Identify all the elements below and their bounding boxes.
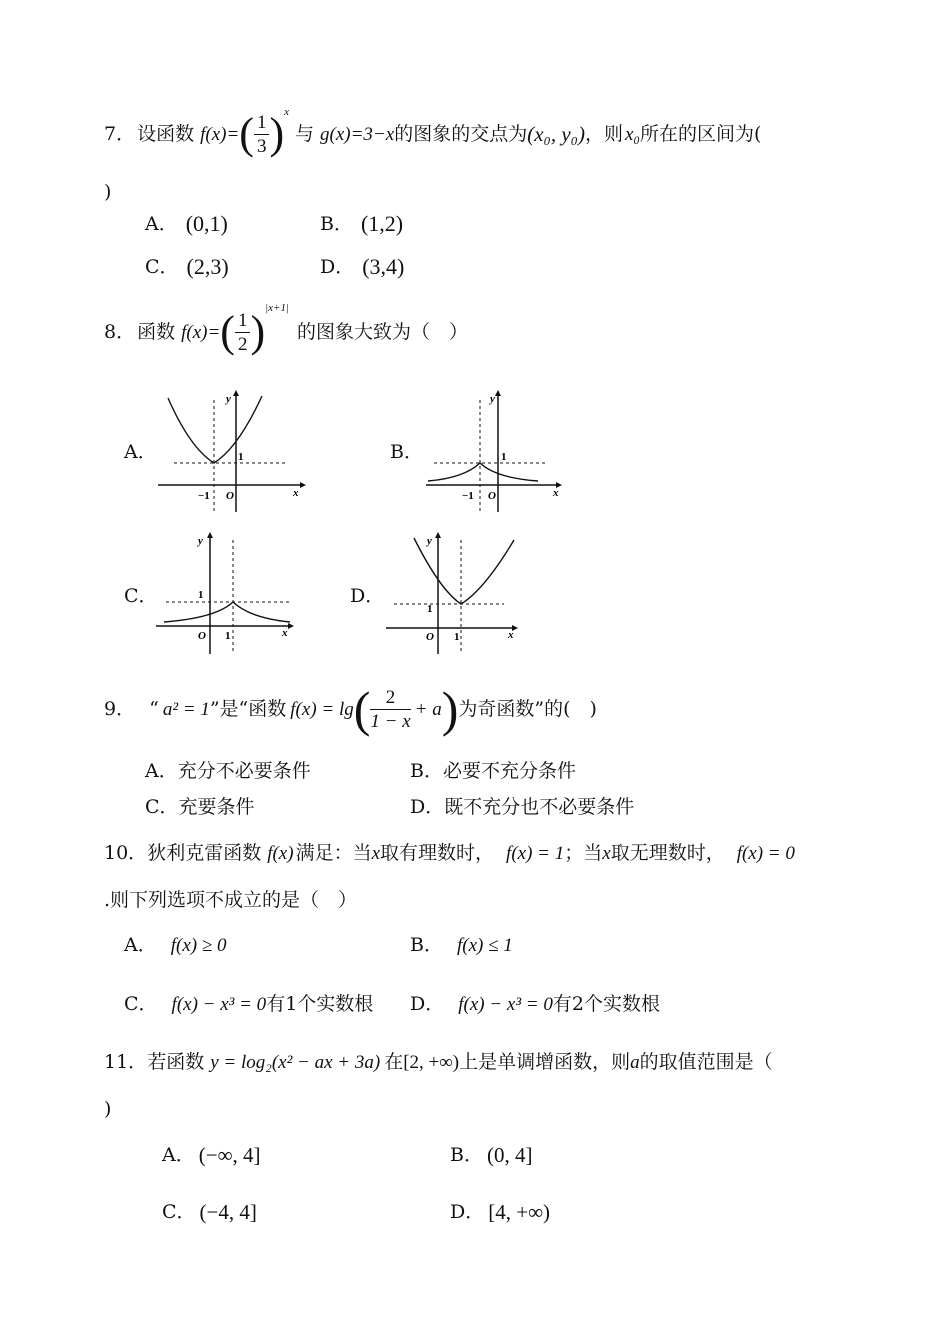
q9-stem: [104, 681, 597, 737]
q7-option-a-value: (0,1): [185, 211, 228, 236]
q9-plus-a: + a: [414, 698, 442, 720]
q8-lparen: (: [220, 307, 235, 356]
q7-x0: x₀: [624, 123, 640, 145]
q9-option-c-label: C．: [145, 796, 179, 818]
q8-a-x-label: x: [293, 487, 299, 499]
q9-option-b-label: B．: [410, 760, 443, 782]
q11-mid: 在: [384, 1051, 404, 1073]
q7-exponent: x: [284, 105, 289, 118]
q11-option-a-label: A．: [162, 1144, 195, 1166]
q7-tail: 所在的区间为(: [640, 122, 762, 145]
q8-d-pos-tick: 1: [454, 631, 460, 643]
q10-option-b[interactable]: [410, 936, 513, 955]
q8-b-x-label: x: [553, 487, 559, 499]
q11-expr: y = log₂(x² − ax + 3a): [210, 1052, 381, 1073]
q8-number: 8．: [104, 320, 136, 343]
q8-frac-den: 2: [237, 333, 248, 355]
q8-d-origin: O: [426, 631, 434, 643]
q10-text-d: ；当: [564, 842, 603, 864]
q7-option-d[interactable]: [320, 256, 404, 278]
q11-option-c-value: (−4, 4]: [199, 1200, 257, 1224]
q8-option-a-label[interactable]: A．: [124, 441, 157, 463]
q9-option-a-label: A．: [145, 760, 178, 782]
q11-a: a: [630, 1052, 640, 1073]
q10-option-b-math: f(x) ≤ 1: [456, 935, 513, 956]
q9-option-c-text: 充要条件: [178, 796, 255, 818]
q9-rparen: ): [441, 681, 459, 737]
q9-option-c[interactable]: [145, 798, 255, 817]
q7-rparen: ): [269, 109, 285, 158]
q8-c-x-label: x: [282, 627, 288, 639]
q10-eq1: f(x) = 1: [506, 843, 565, 864]
q8-b-neg-tick: −1: [462, 490, 474, 502]
q7-option-a-label: A．: [145, 212, 178, 235]
q8-c-one-label: 1: [198, 589, 204, 601]
q9-quote-open: “: [149, 697, 159, 720]
q10-x-1: x: [371, 843, 381, 864]
q7-option-c-value: (2,3): [186, 254, 229, 279]
q10-text-e: 取无理数时，: [610, 842, 725, 864]
q8-graph-b[interactable]: [418, 388, 568, 516]
q7-close-paren: ): [104, 181, 112, 203]
q11-option-c-label: C．: [162, 1201, 196, 1223]
q11-option-a[interactable]: [162, 1145, 261, 1166]
q10-number: 10．: [104, 842, 148, 864]
q8-option-c-label[interactable]: C．: [124, 585, 158, 607]
q9-option-d-label: D．: [410, 796, 445, 818]
q11-pre: 若函数: [147, 1051, 205, 1073]
q7-frac-num: 1: [254, 113, 270, 135]
q10-option-c-math: f(x) − x³ = 0: [171, 994, 267, 1015]
q9-frac-num: 2: [370, 688, 410, 710]
q7-pre: 设函数: [137, 122, 195, 145]
q7-option-b-value: (1,2): [360, 211, 404, 236]
q7-point: (x₀, y₀): [527, 121, 585, 146]
q11-option-a-value: (−∞, 4]: [198, 1143, 261, 1167]
q8-a-origin: O: [226, 490, 234, 502]
q8-d-one-label: 1: [427, 603, 433, 615]
q8-frac-num: 1: [235, 311, 251, 333]
q8-b-y-label: y: [490, 393, 495, 405]
q9-fraction: [370, 688, 410, 731]
q7-option-d-value: (3,4): [362, 254, 405, 279]
q7-option-c[interactable]: [145, 256, 229, 278]
q8-a-one-label: 1: [238, 451, 244, 463]
q8-d-x-label: x: [508, 629, 514, 641]
q8-c-y-label: y: [198, 535, 203, 547]
q8-b-one-label: 1: [501, 451, 507, 463]
q8-rparen: ): [250, 307, 266, 356]
q9-frac-den: 1 − x: [370, 710, 411, 732]
q10-stem-line2: .则下列选项不成立的是（ ）: [104, 889, 358, 911]
q10-option-c-text: 有1个实数根: [266, 993, 374, 1015]
q8-a-neg-tick: −1: [198, 490, 210, 502]
q10-option-a-math: f(x) ≥ 0: [170, 935, 227, 956]
q11-stem: [104, 1053, 773, 1072]
q8-fraction: [235, 311, 251, 354]
q7-frac-den: 3: [256, 135, 267, 157]
q7-option-b[interactable]: [320, 213, 403, 235]
q11-tail2: 的取值范围是（: [639, 1051, 773, 1073]
q10-option-d[interactable]: [410, 995, 660, 1014]
q10-option-d-label: D．: [410, 993, 445, 1015]
q8-stem: [104, 301, 468, 356]
q8-exponent: |x+1|: [265, 301, 289, 314]
q9-option-b-text: 必要不充分条件: [442, 760, 576, 782]
q8-a-y-label: y: [226, 393, 231, 405]
q9-option-b[interactable]: [410, 762, 576, 781]
q8-option-d-label[interactable]: D．: [350, 585, 385, 607]
q11-option-b-label: B．: [450, 1144, 483, 1166]
q10-text-a: 狄利克雷函数: [147, 842, 262, 864]
q10-option-a[interactable]: [124, 936, 227, 955]
q8-graph-a[interactable]: [150, 388, 310, 516]
q10-option-c[interactable]: [124, 995, 373, 1014]
q11-option-d[interactable]: [450, 1202, 550, 1223]
q7-option-b-label: B．: [320, 212, 353, 235]
q8-b-origin: O: [488, 490, 496, 502]
q10-fx: f(x): [267, 843, 294, 864]
q9-condition: a² = 1: [162, 698, 210, 720]
q9-option-a[interactable]: [145, 762, 311, 781]
q8-tail: 的图象大致为（ ）: [296, 320, 468, 343]
q9-option-d-text: 既不充分也不必要条件: [444, 796, 635, 818]
q7-number: 7．: [104, 122, 136, 145]
q8-f-lhs: f(x)=: [181, 321, 221, 343]
q10-option-b-label: B．: [410, 934, 443, 956]
q7-mid3: ，则: [584, 122, 623, 145]
q11-number: 11．: [104, 1051, 148, 1073]
q7-f-lhs: f(x)=: [200, 123, 240, 145]
q7-option-a[interactable]: [145, 213, 228, 235]
q8-graph-c[interactable]: [150, 528, 300, 658]
q8-option-b-label[interactable]: B．: [390, 441, 423, 463]
q11-tail: 上是单调增函数，则: [459, 1051, 631, 1073]
q8-graph-d[interactable]: [380, 528, 530, 658]
q9-number: 9．: [104, 697, 136, 720]
q8-c-origin: O: [198, 630, 206, 642]
q11-close-paren: ): [104, 1098, 112, 1120]
q10-eq0: f(x) = 0: [736, 843, 795, 864]
q7-stem: [104, 105, 762, 158]
q9-f-lhs: f(x) = lg: [290, 698, 354, 720]
q7-option-c-label: C．: [145, 255, 179, 278]
q11-option-b-value: (0, 4]: [486, 1143, 533, 1167]
q10-option-d-text: 有2个实数根: [552, 993, 660, 1015]
q10-option-c-label: C．: [124, 993, 158, 1015]
q10-option-a-label: A．: [124, 934, 157, 956]
q11-option-c[interactable]: [162, 1202, 257, 1223]
q9-lparen: (: [353, 681, 371, 737]
q9-option-a-text: 充分不必要条件: [177, 760, 311, 782]
q9-tail: 为奇函数”的( ): [458, 697, 597, 720]
q8-c-pos-tick: 1: [225, 630, 231, 642]
q10-text-b: 满足：当: [295, 842, 372, 864]
q8-pre: 函数: [137, 320, 176, 343]
q10-x-2: x: [602, 843, 611, 864]
q7-g-expr: g(x)=3−x: [320, 123, 395, 145]
q7-mid2: 的图象的交点为: [394, 122, 528, 145]
q7-option-d-label: D．: [320, 255, 355, 278]
q11-option-d-value: [4, +∞): [488, 1200, 551, 1224]
q11-interval: [2, +∞): [403, 1052, 460, 1073]
q10-option-d-math: f(x) − x³ = 0: [458, 994, 553, 1015]
q7-lparen: (: [239, 109, 254, 158]
q8-d-y-label: y: [427, 535, 432, 547]
q9-option-d[interactable]: [410, 798, 634, 817]
q11-option-b[interactable]: [450, 1145, 532, 1166]
q10-text-c: 取有理数时，: [380, 842, 495, 864]
q10-stem-line1: [104, 844, 795, 863]
q11-option-d-label: D．: [450, 1201, 485, 1223]
q7-mid: 与: [295, 122, 315, 145]
q7-fraction: [254, 113, 270, 156]
q9-mid: ”是“函数: [209, 697, 287, 720]
